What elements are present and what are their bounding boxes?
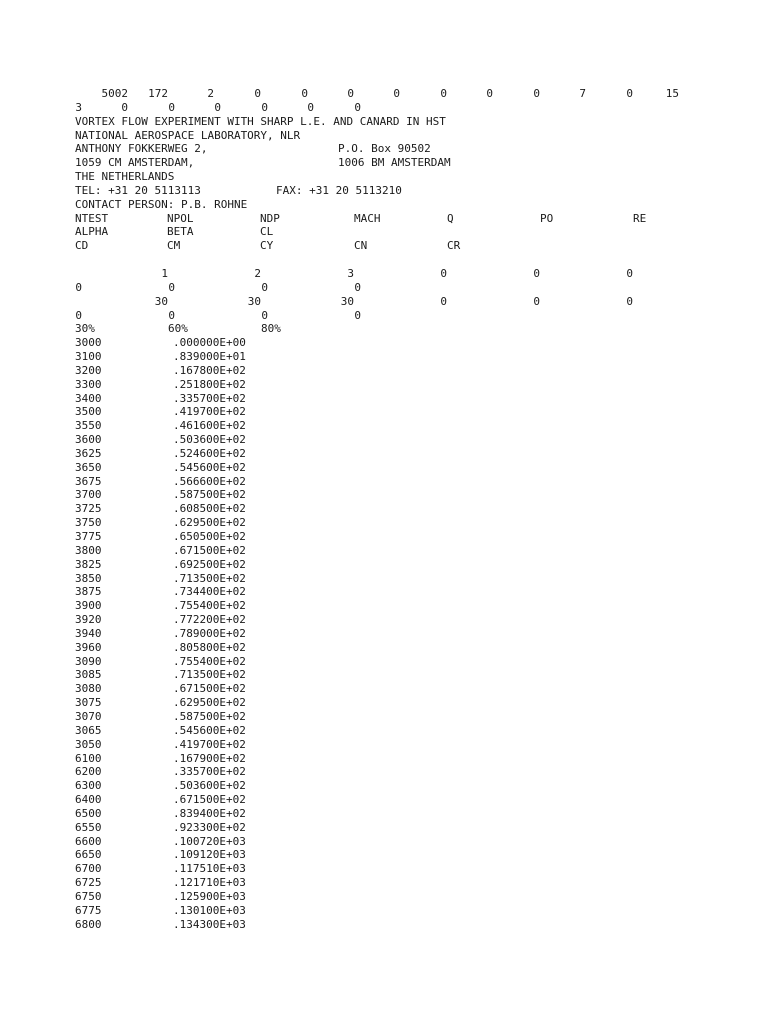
parameter-label: Q (447, 211, 454, 225)
header-number: 0 (307, 100, 314, 114)
row-value: .805800E+02 (173, 640, 246, 654)
row-value: .524600E+02 (173, 446, 246, 460)
parameter-label: NPOL (167, 211, 194, 225)
row-value: .117510E+03 (173, 862, 246, 876)
header-number: 0 (486, 87, 493, 100)
table-row (75, 364, 715, 378)
table-row (75, 918, 715, 932)
row-value: .461600E+02 (173, 419, 246, 433)
row-code: 3500 (75, 405, 102, 419)
row-value: .671500E+02 (173, 682, 246, 696)
table-row (75, 807, 715, 821)
count-value: 2 (254, 266, 261, 280)
address-line-1 (75, 142, 715, 156)
table-row (75, 572, 715, 586)
count-row-1 (75, 267, 715, 281)
parameter-label: CL (260, 225, 274, 239)
row-code: 6750 (75, 889, 102, 903)
row-code: 6300 (75, 779, 102, 793)
row-code: 3065 (75, 723, 102, 737)
percent-label: 30% (75, 322, 95, 336)
row-code: 6725 (75, 876, 102, 890)
row-value: .167900E+02 (173, 751, 246, 765)
parameter-label: CY (260, 239, 274, 253)
row-code: 3075 (75, 696, 102, 710)
parameter-label: PO (540, 211, 554, 225)
count-value: 0 (354, 280, 361, 294)
parameter-label: BETA (167, 225, 194, 239)
percent-label: 60% (168, 322, 188, 336)
table-row (75, 682, 715, 696)
count-value: 0 (533, 266, 540, 280)
country: THE NETHERLANDS (75, 170, 175, 184)
table-row (75, 862, 715, 876)
parameter-label: NDP (260, 211, 280, 225)
row-value: .419700E+02 (173, 737, 246, 751)
table-row (75, 876, 715, 890)
table-row (75, 848, 715, 862)
address-line-2 (75, 156, 715, 170)
row-value: .839000E+01 (173, 350, 246, 364)
table-row (75, 558, 715, 572)
row-code: 3800 (75, 543, 102, 557)
header-number: 0 (214, 100, 221, 114)
header-number: 0 (354, 100, 361, 114)
table-row (75, 475, 715, 489)
parameter-label: ALPHA (75, 225, 109, 239)
document-body (75, 87, 715, 931)
row-value: .629500E+02 (173, 696, 246, 710)
row-code: 3090 (75, 654, 102, 668)
table-row (75, 821, 715, 835)
document-title: VORTEX FLOW EXPERIMENT WITH SHARP L.E. AND CANARD IN HST (75, 114, 446, 128)
table-row (75, 405, 715, 419)
row-value: .671500E+02 (173, 793, 246, 807)
row-value: .608500E+02 (173, 502, 246, 516)
header-number: 15 (665, 87, 679, 100)
table-row (75, 447, 715, 461)
table-row (75, 544, 715, 558)
count-value: 30 (340, 294, 354, 308)
count-value: 0 (354, 308, 361, 322)
table-row (75, 350, 715, 364)
table-row (75, 904, 715, 918)
row-value: .713500E+02 (173, 571, 246, 585)
row-code: 6775 (75, 903, 102, 917)
row-code: 3700 (75, 488, 102, 502)
row-value: .125900E+03 (173, 889, 246, 903)
row-code: 3070 (75, 709, 102, 723)
row-code: 3850 (75, 571, 102, 585)
header-number: 0 (626, 87, 633, 100)
row-value: .789000E+02 (173, 626, 246, 640)
table-row (75, 696, 715, 710)
header-number: 3 (75, 100, 82, 114)
table-row (75, 668, 715, 682)
count-value: 0 (168, 308, 175, 322)
count-row-3 (75, 295, 715, 309)
blank-line (75, 253, 715, 267)
row-code: 3100 (75, 350, 102, 364)
po-box: P.O. Box 90502 (338, 142, 431, 156)
table-row (75, 835, 715, 849)
row-value: .629500E+02 (173, 516, 246, 530)
row-value: .251800E+02 (173, 377, 246, 391)
header-number: 0 (121, 100, 128, 114)
table-row (75, 461, 715, 475)
header-number: 0 (393, 87, 400, 100)
parameter-label: MACH (354, 211, 381, 225)
table-row (75, 890, 715, 904)
header-number: 0 (261, 100, 268, 114)
count-value: 0 (533, 294, 540, 308)
row-value: .566600E+02 (173, 474, 246, 488)
count-value: 0 (75, 280, 82, 294)
table-row (75, 627, 715, 641)
row-value: .755400E+02 (173, 599, 246, 613)
row-value: .121710E+03 (173, 876, 246, 890)
city-postcode-left: 1059 CM AMSTERDAM, (75, 156, 195, 170)
percent-label: 80% (261, 322, 281, 336)
table-row (75, 392, 715, 406)
count-value: 0 (440, 294, 447, 308)
row-code: 3875 (75, 585, 102, 599)
header-number: 0 (440, 87, 447, 100)
street-address: ANTHONY FOKKERWEG 2, (75, 142, 208, 156)
table-row (75, 378, 715, 392)
row-code: 3200 (75, 363, 102, 377)
row-code: 6600 (75, 834, 102, 848)
row-value: .734400E+02 (173, 585, 246, 599)
header-number: 0 (168, 100, 175, 114)
header-number-row-2 (75, 101, 715, 115)
header-number: 5002 (101, 87, 128, 100)
row-code: 3000 (75, 336, 102, 350)
row-value: .671500E+02 (173, 543, 246, 557)
row-value: .335700E+02 (173, 391, 246, 405)
contact-person: CONTACT PERSON: P.B. ROHNE (75, 197, 248, 211)
row-value: .503600E+02 (173, 779, 246, 793)
count-value: 0 (261, 280, 268, 294)
row-code: 6700 (75, 862, 102, 876)
row-value: .692500E+02 (173, 557, 246, 571)
row-code: 3085 (75, 668, 102, 682)
row-code: 6550 (75, 820, 102, 834)
row-value: .587500E+02 (173, 488, 246, 502)
count-value: 30 (247, 294, 261, 308)
header-number: 0 (301, 87, 308, 100)
row-code: 6650 (75, 848, 102, 862)
row-code: 3675 (75, 474, 102, 488)
row-value: .503600E+02 (173, 433, 246, 447)
table-row (75, 530, 715, 544)
row-value: .109120E+03 (173, 848, 246, 862)
header-number: 0 (533, 87, 540, 100)
parameter-label: CM (167, 239, 181, 253)
row-code: 3750 (75, 516, 102, 530)
row-code: 3050 (75, 737, 102, 751)
count-row-2 (75, 281, 715, 295)
count-value: 30 (154, 294, 168, 308)
table-row (75, 655, 715, 669)
parameter-row-2 (75, 225, 715, 239)
header-number: 7 (579, 87, 586, 100)
table-row (75, 752, 715, 766)
table-row (75, 502, 715, 516)
parameter-row-3 (75, 239, 715, 253)
row-code: 3300 (75, 377, 102, 391)
row-value: .713500E+02 (173, 668, 246, 682)
row-code: 3920 (75, 613, 102, 627)
header-number: 0 (254, 87, 261, 100)
table-row (75, 710, 715, 724)
row-code: 3625 (75, 446, 102, 460)
row-code: 3900 (75, 599, 102, 613)
row-value: .545600E+02 (173, 723, 246, 737)
row-value: .130100E+03 (173, 903, 246, 917)
row-code: 6500 (75, 806, 102, 820)
count-value: 1 (161, 266, 168, 280)
count-value: 0 (626, 294, 633, 308)
row-value: .772200E+02 (173, 613, 246, 627)
count-value: 0 (168, 280, 175, 294)
header-number: 0 (347, 87, 354, 100)
city-postcode-right: 1006 BM AMSTERDAM (338, 156, 451, 170)
table-row (75, 765, 715, 779)
table-row (75, 488, 715, 502)
parameter-label: CD (75, 239, 89, 253)
row-code: 3825 (75, 557, 102, 571)
table-row (75, 433, 715, 447)
parameter-label: NTEST (75, 211, 109, 225)
row-code: 6400 (75, 793, 102, 807)
table-row (75, 585, 715, 599)
row-code: 3400 (75, 391, 102, 405)
header-number: 2 (207, 87, 214, 100)
parameter-label: RE (633, 211, 647, 225)
row-code: 3650 (75, 460, 102, 474)
row-value: .100720E+03 (173, 834, 246, 848)
row-value: .755400E+02 (173, 654, 246, 668)
row-value: .134300E+03 (173, 917, 246, 931)
table-row (75, 793, 715, 807)
count-value: 0 (261, 308, 268, 322)
table-row (75, 641, 715, 655)
count-value: 0 (75, 308, 82, 322)
row-value: .923300E+02 (173, 820, 246, 834)
parameter-label: CR (447, 239, 461, 253)
row-value: .335700E+02 (173, 765, 246, 779)
table-row (75, 738, 715, 752)
row-value: .650500E+02 (173, 530, 246, 543)
parameter-row-1 (75, 212, 715, 226)
data-table (75, 336, 715, 931)
row-value: .839400E+02 (173, 806, 246, 820)
table-row (75, 516, 715, 530)
table-row (75, 779, 715, 793)
header-number: 172 (148, 87, 168, 100)
row-code: 6100 (75, 751, 102, 765)
row-value: .587500E+02 (173, 709, 246, 723)
row-code: 3960 (75, 640, 102, 654)
row-value: .000000E+00 (173, 336, 246, 350)
row-code: 3940 (75, 626, 102, 640)
phone-fax-line (75, 184, 715, 198)
table-row (75, 613, 715, 627)
row-code: 3550 (75, 419, 102, 433)
count-row-4 (75, 309, 715, 323)
percent-row (75, 322, 715, 336)
row-code: 3080 (75, 682, 102, 696)
row-code: 6800 (75, 917, 102, 931)
table-row (75, 419, 715, 433)
organization-name: NATIONAL AEROSPACE LABORATORY, NLR (75, 128, 301, 142)
row-code: 3600 (75, 433, 102, 447)
count-value: 0 (626, 266, 633, 280)
row-value: .419700E+02 (173, 405, 246, 419)
parameter-label: CN (354, 239, 368, 253)
count-value: 0 (440, 266, 447, 280)
fax: FAX: +31 20 5113210 (276, 183, 402, 197)
telephone: TEL: +31 20 5113113 (75, 183, 201, 197)
header-number-row-1 (75, 87, 715, 101)
row-code: 3775 (75, 530, 102, 543)
count-value: 3 (347, 266, 354, 280)
table-row (75, 724, 715, 738)
row-value: .167800E+02 (173, 363, 246, 377)
row-value: .545600E+02 (173, 460, 246, 474)
row-code: 6200 (75, 765, 102, 779)
table-row (75, 599, 715, 613)
table-row (75, 336, 715, 350)
row-code: 3725 (75, 502, 102, 516)
